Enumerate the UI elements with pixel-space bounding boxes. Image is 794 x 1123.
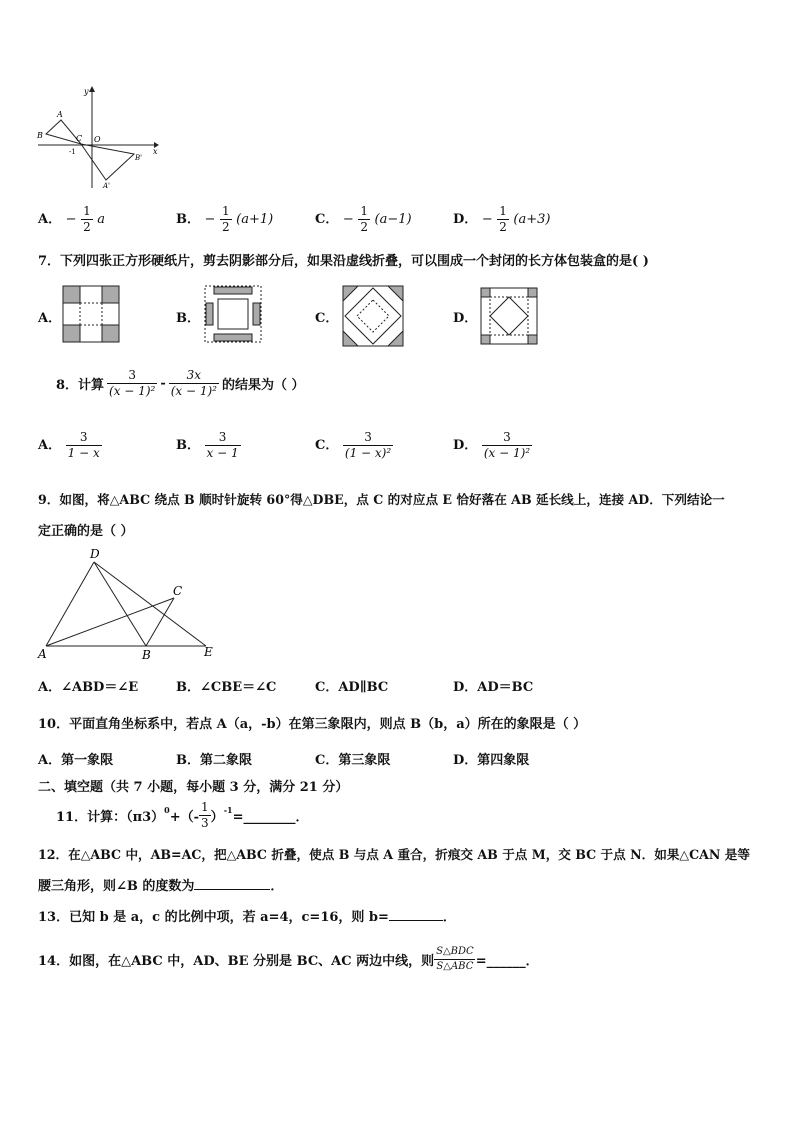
q14-stem: 14．如图，在△ABC 中，AD、BE 分别是 BC、AC 两边中线，则 $\frac{\text{S△BDC}}{\text{S△ABC}}$ =______． [38, 946, 539, 972]
label-o: O [94, 135, 101, 144]
q9-option-a[interactable]: A．∠ABD＝∠E [38, 680, 139, 695]
q7-option-a-label[interactable]: A． [38, 311, 62, 326]
q13-answer-blank[interactable] [389, 920, 443, 921]
q6-option-d[interactable]: D． − $\frac{1}{2}$ (a+3) [453, 204, 551, 234]
q9-label-e: E [204, 645, 213, 659]
q8-option-c[interactable]: C． $\frac{3}{\text{(1 − x)²}}$ [315, 430, 392, 460]
q9-label-d: D [90, 547, 100, 561]
q7-option-d-label[interactable]: D． [453, 311, 478, 326]
q8-option-d[interactable]: D． $\frac{3}{\text{(x − 1)²}}$ [453, 430, 531, 460]
q8-option-b[interactable]: B． $\frac{3}{x - 1}$ [176, 430, 239, 460]
q7-option-d-figure[interactable] [480, 287, 538, 345]
q7-option-c-figure[interactable] [342, 285, 404, 347]
q8-option-a[interactable]: A． $\frac{3}{1 - x}$ [38, 430, 100, 460]
q10-option-d[interactable]: D．第四象限 [453, 753, 530, 768]
q6-coordinate-figure [34, 84, 160, 190]
q7-option-b-label[interactable]: B． [176, 311, 200, 326]
q9-stem-line1: 9．如图，将△ABC 绕点 B 顺时针旋转 60°得△DBE，点 C 的对应点 E 恰好落在 AB 延长线上，连接 AD．下列结论一 [38, 492, 725, 507]
label-x: x [153, 147, 158, 156]
label-b: B [37, 131, 43, 140]
q9-stem-line2: 定正确的是（ ） [38, 524, 134, 539]
q10-option-b[interactable]: B．第二象限 [176, 753, 252, 768]
q12-line2: 腰三角形，则∠B 的度数为 ． [38, 879, 284, 894]
q9-option-c[interactable]: C．AD∥BC [315, 680, 389, 695]
q13-stem: 13．已知 b 是 a，c 的比例中项，若 a=4，c=16，则 b= ． [38, 910, 456, 925]
q6-option-c[interactable]: C． − $\frac{1}{2}$ (a−1) [315, 204, 412, 234]
q7-stem: 7．下列四张正方形硬纸片，剪去阴影部分后，如果沿虚线折叠，可以围成一个封闭的长方体包装盒的是( ) [38, 254, 649, 269]
q10-option-a[interactable]: A．第一象限 [38, 753, 114, 768]
label-y: y [84, 87, 89, 96]
q9-triangle-figure [36, 546, 220, 664]
y-axis-arrow [89, 86, 95, 92]
q7-option-c-label[interactable]: C． [315, 311, 339, 326]
q12-answer-blank[interactable] [194, 889, 270, 890]
q6-option-a[interactable]: A． − $\frac{1}{2}$ a [38, 204, 105, 234]
q9-option-d[interactable]: D．AD＝BC [453, 680, 534, 695]
triangle-a-b-c-prime [81, 144, 134, 180]
label-a: A [57, 110, 63, 119]
q9-label-a: A [38, 647, 47, 661]
q9-label-c: C [173, 584, 183, 598]
q7-option-b-figure[interactable] [204, 285, 262, 343]
label-b-prime: B' [135, 154, 143, 162]
section2-heading: 二、填空题（共 7 小题，每小题 3 分，满分 21 分） [38, 780, 349, 795]
q6-option-b[interactable]: B． − $\frac{1}{2}$ (a+1) [176, 204, 274, 234]
label-c: C [76, 134, 83, 143]
label-a-prime: A' [103, 182, 110, 190]
q8-stem: 8．计算 $\frac{3}{\text{(x − 1)²}}$ - $\frac{3x}{\text{(x − 1)²}}$ 的结果为（ ） [56, 368, 305, 398]
q12-line1: 12．在△ABC 中，AB=AC，把△ABC 折叠，使点 B 与点 A 重合，折痕交 AB 于点 M，交 BC 于点 N．如果△CAN 是等 [38, 847, 750, 862]
q10-stem: 10．平面直角坐标系中，若点 A（a，-b）在第三象限内，则点 B（b，a）所在的象限是（ ） [38, 717, 587, 732]
q11-stem: 11．计算：（π3） 0 +（- $\frac{1}{3}$ ） -1 =________． [56, 800, 309, 830]
q9-option-b[interactable]: B．∠CBE＝∠C [176, 680, 277, 695]
q9-label-b: B [142, 648, 151, 662]
q10-option-c[interactable]: C．第三象限 [315, 753, 391, 768]
label-minus-one: -1 [69, 148, 76, 156]
q7-option-a-figure[interactable] [62, 285, 120, 343]
